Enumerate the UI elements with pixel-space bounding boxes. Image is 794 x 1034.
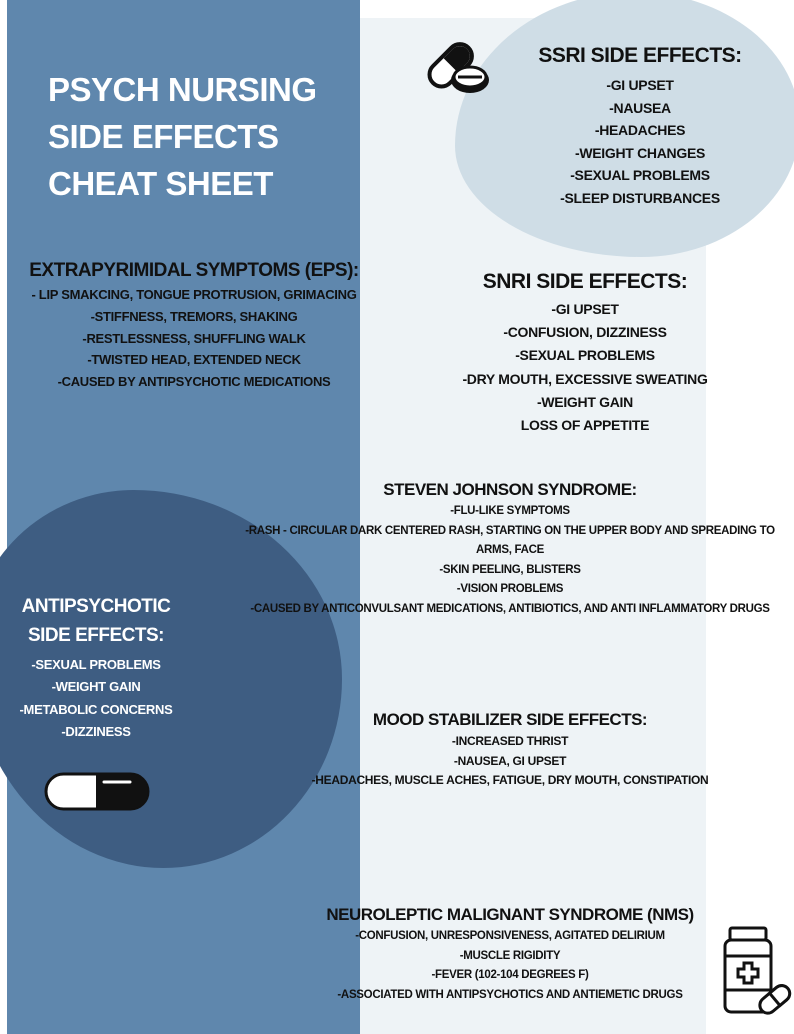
antipsychotic-item: -WEIGHT GAIN — [51, 679, 141, 695]
eps-heading: EXTRAPYRIMIDAL SYMPTOMS (EPS): — [29, 260, 359, 281]
eps-section — [14, 260, 374, 393]
sjs-item: ARMS, FACE — [476, 544, 544, 557]
snri-section — [425, 270, 745, 437]
sjs-item: -RASH - CIRCULAR DARK CENTERED RASH, STARTING ON THE UPPER BODY AND SPREADING TO — [245, 524, 775, 537]
nms-item: -ASSOCIATED WITH ANTIPSYCHOTICS AND ANTIEMETIC DRUGS — [337, 988, 683, 1001]
eps-item: -STIFFNESS, TREMORS, SHAKING — [90, 308, 298, 324]
nms-item: -MUSCLE RIGIDITY — [459, 949, 561, 962]
snri-item: LOSS OF APPETITE — [520, 417, 650, 434]
antipsychotic-item: -SEXUAL PROBLEMS — [31, 657, 161, 672]
nms-heading: NEUROLEPTIC MALIGNANT SYNDROME (NMS) — [326, 905, 694, 924]
mood-stabilizer-item: -INCREASED THRIST — [451, 734, 569, 748]
antipsychotic-section — [12, 592, 180, 744]
eps-item: -TWISTED HEAD, EXTENDED NECK — [87, 352, 301, 368]
snri-item: -GI UPSET — [551, 301, 619, 317]
ssri-item: -NAUSEA — [609, 99, 671, 116]
sjs-heading: STEVEN JOHNSON SYNDROME: — [383, 480, 637, 499]
eps-item: -RESTLESSNESS, SHUFFLING WALK — [82, 330, 306, 346]
mood-stabilizer-heading: MOOD STABILIZER SIDE EFFECTS: — [372, 710, 648, 729]
mood-stabilizer-section — [310, 710, 710, 791]
nms-item: -FEVER (102-104 DEGREES F) — [431, 969, 589, 982]
title-line: SIDE EFFECTS — [48, 118, 279, 155]
page-title — [48, 66, 348, 207]
ssri-item: -WEIGHT CHANGES — [574, 144, 706, 161]
antipsychotic-heading: SIDE EFFECTS: — [27, 625, 164, 646]
nms-item: -CONFUSION, UNRESPONSIVENESS, AGITATED DELIRIUM — [355, 930, 665, 942]
snri-item: -DRY MOUTH, EXCESSIVE SWEATING — [462, 370, 708, 387]
eps-item: - LIP SMAKCING, TONGUE PROTRUSION, GRIMACING — [31, 287, 357, 302]
sjs-item: -FLU-LIKE SYMPTOMS — [450, 505, 570, 517]
snri-item: -SEXUAL PROBLEMS — [515, 347, 655, 364]
nms-section — [315, 905, 705, 1005]
snri-item: -CONFUSION, DIZZINESS — [503, 324, 667, 341]
sjs-item: -VISION PROBLEMS — [456, 583, 564, 596]
ssri-item: -SEXUAL PROBLEMS — [570, 167, 710, 184]
snri-item: -WEIGHT GAIN — [537, 393, 633, 410]
title-line: PSYCH NURSING — [48, 71, 317, 108]
title-line: CHEAT SHEET — [48, 165, 273, 202]
ssri-item: -HEADACHES — [594, 122, 686, 139]
ssri-heading: SSRI SIDE EFFECTS: — [538, 44, 742, 67]
antipsychotic-item: -DIZZINESS — [61, 724, 131, 740]
mood-stabilizer-item: -NAUSEA, GI UPSET — [453, 753, 567, 768]
medicine-bottle-icon — [722, 926, 792, 1018]
mood-stabilizer-item: -HEADACHES, MUSCLE ACHES, FATIGUE, DRY MOUTH, CONSTIPATION — [311, 773, 709, 788]
snri-heading: SNRI SIDE EFFECTS: — [482, 270, 688, 293]
sjs-item: -CAUSED BY ANTICONVULSANT MEDICATIONS, ANTIBIOTICS, AND ANTI INFLAMMATORY DRUGS — [250, 602, 770, 615]
eps-item: -CAUSED BY ANTIPSYCHOTIC MEDICATIONS — [57, 374, 331, 390]
ssri-section — [480, 44, 794, 210]
capsule-icon — [44, 772, 152, 812]
sjs-item: -SKIN PEELING, BLISTERS — [439, 563, 581, 576]
ssri-item: -GI UPSET — [606, 77, 674, 93]
ssri-item: -SLEEP DISTURBANCES — [560, 189, 720, 206]
antipsychotic-heading: ANTIPSYCHOTIC — [21, 596, 171, 617]
antipsychotic-item: -METABOLIC CONCERNS — [19, 701, 173, 717]
sjs-section — [230, 480, 790, 620]
